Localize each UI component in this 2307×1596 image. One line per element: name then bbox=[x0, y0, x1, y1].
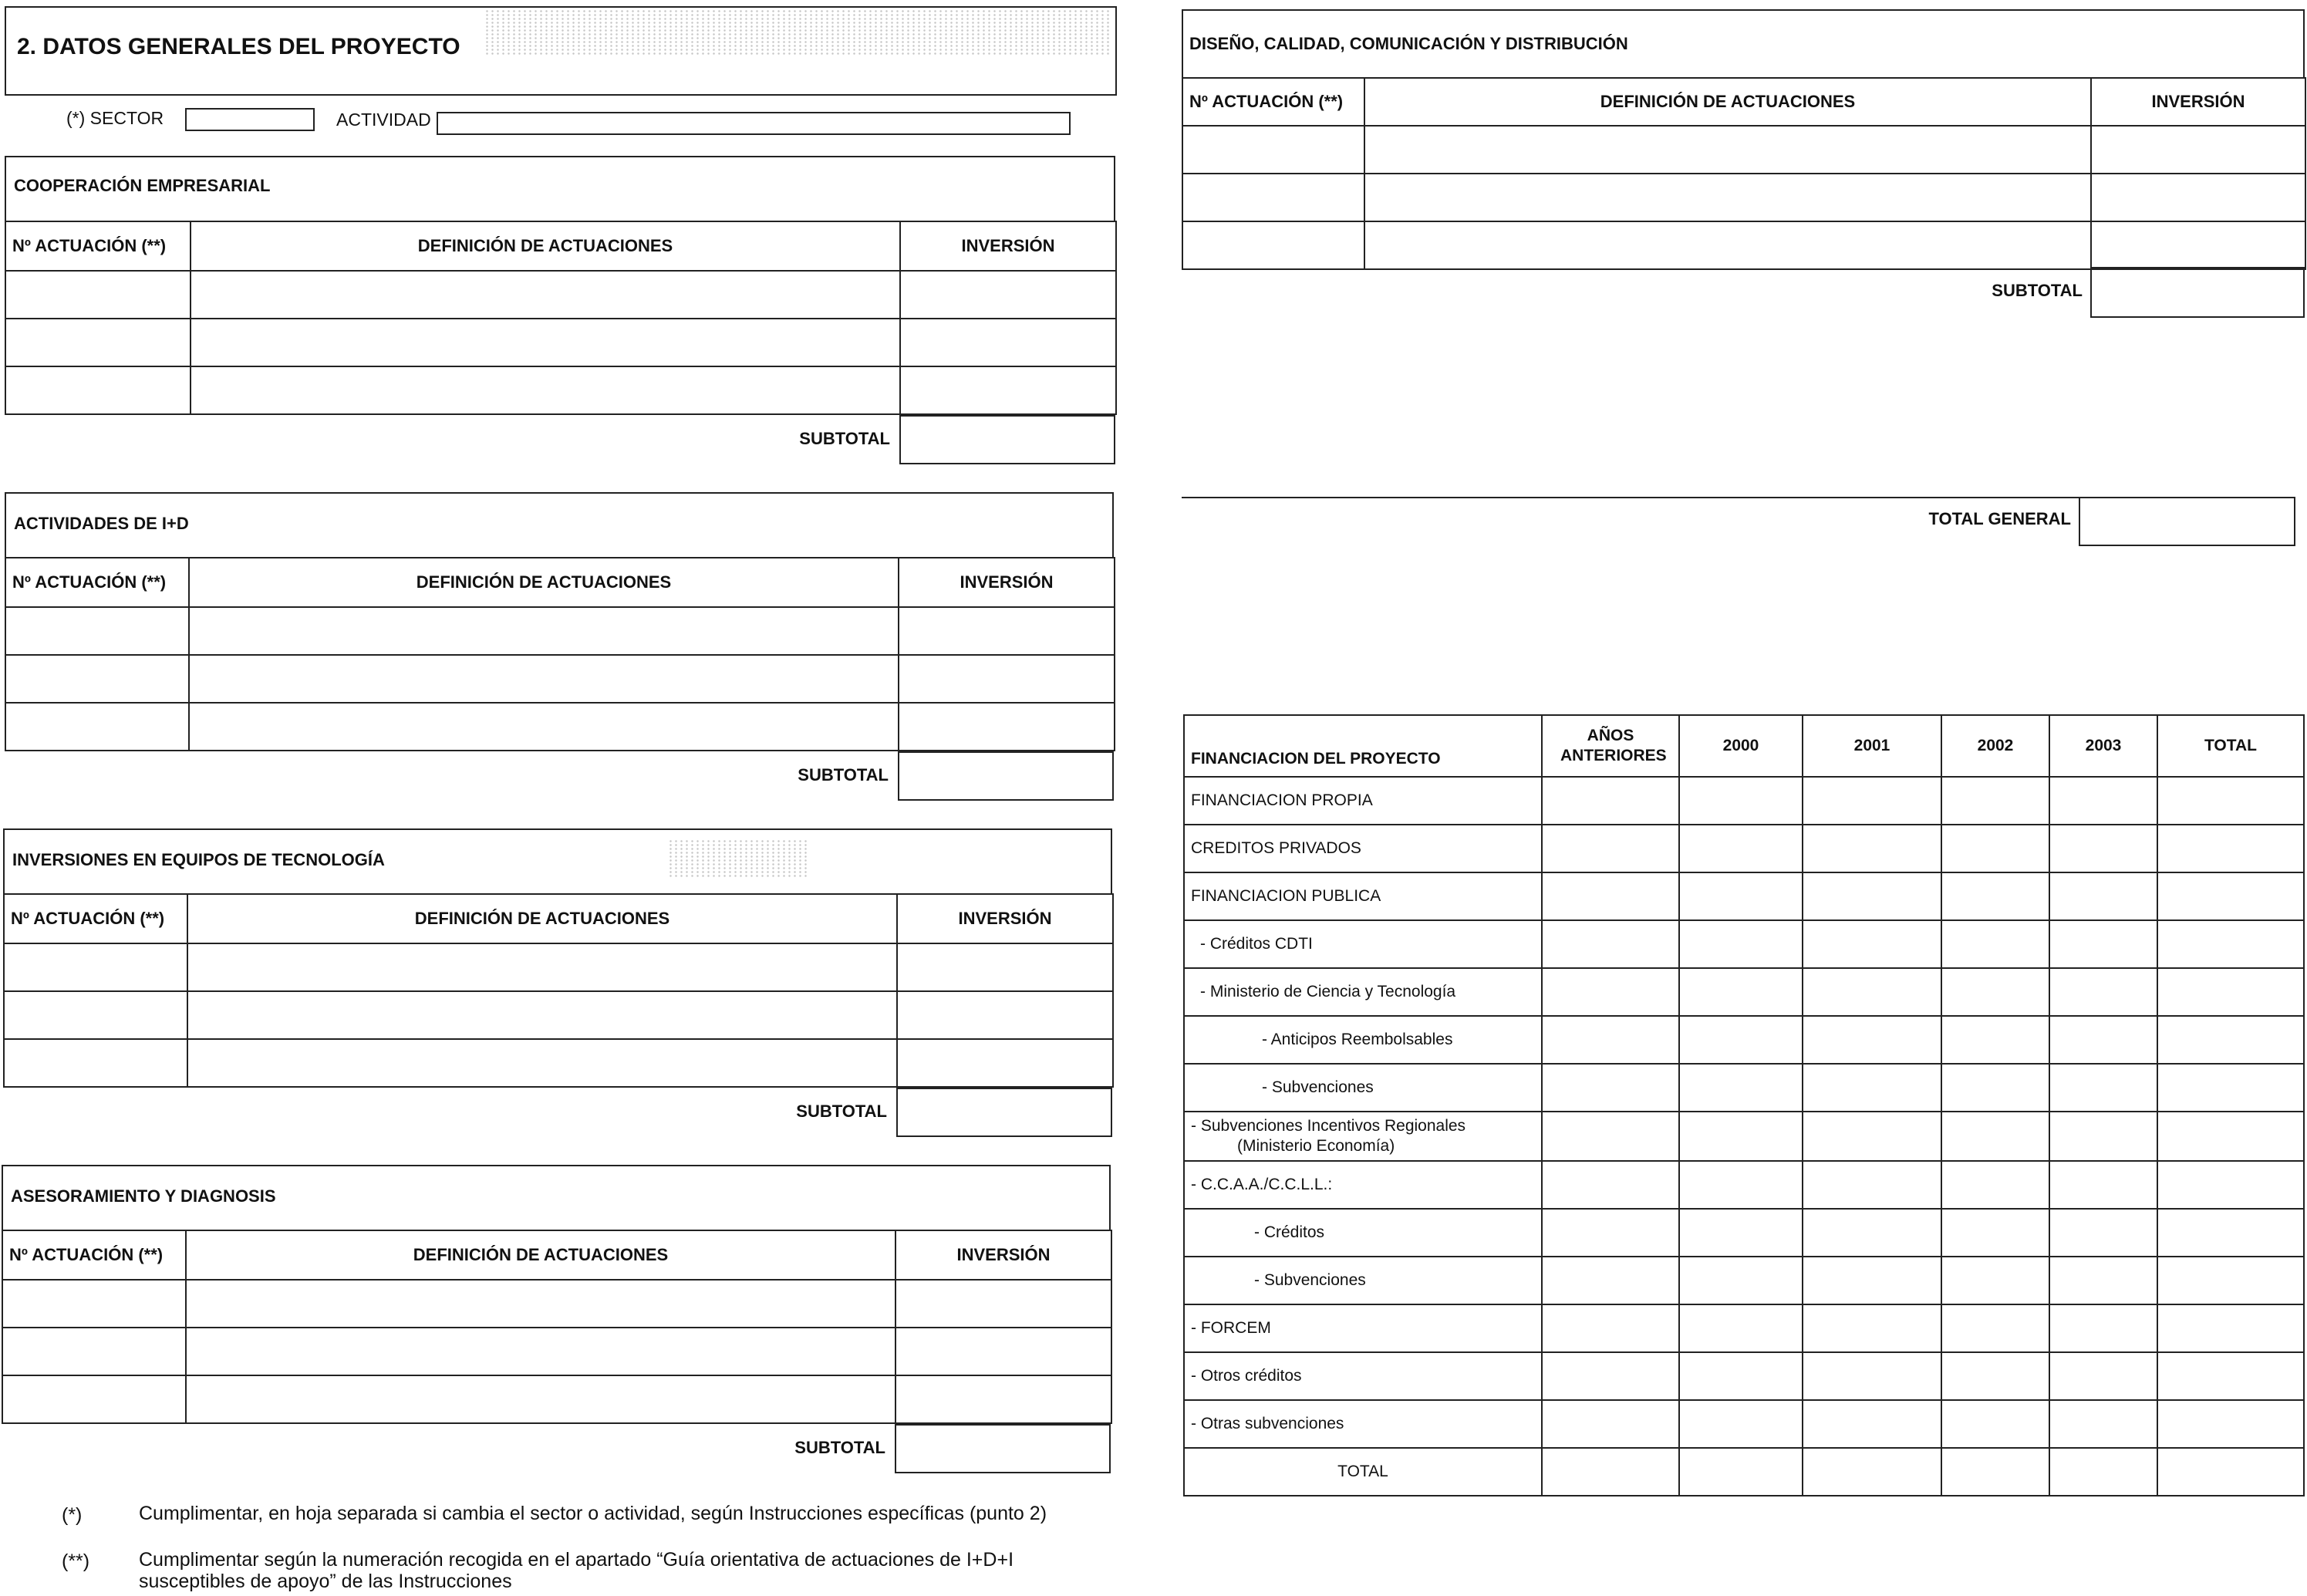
section-title: INVERSIONES EN EQUIPOS DE TECNOLOGÍA bbox=[12, 850, 385, 869]
fin-cell[interactable] bbox=[1803, 1112, 1941, 1161]
fin-cell[interactable] bbox=[1803, 1400, 1941, 1448]
fin-header-2002: 2002 bbox=[1941, 715, 2049, 777]
col-inv-header: INVERSIÓN bbox=[897, 894, 1113, 943]
fin-cell[interactable] bbox=[1941, 1112, 2049, 1161]
fin-row bbox=[1184, 1352, 2304, 1400]
fin-cell[interactable] bbox=[2157, 1112, 2304, 1161]
fin-row-label: - Otras subvenciones bbox=[1184, 1400, 1542, 1448]
section-header bbox=[5, 6, 1117, 96]
inv-cell[interactable] bbox=[895, 1280, 1111, 1328]
fin-cell[interactable] bbox=[1679, 825, 1803, 872]
fin-cell[interactable] bbox=[1803, 1304, 1941, 1352]
fin-cell[interactable] bbox=[1679, 1209, 1803, 1257]
col-num-header: Nº ACTUACIÓN (**) bbox=[1182, 78, 1364, 126]
section-cooperacion bbox=[5, 156, 1115, 222]
fin-cell[interactable] bbox=[2049, 1257, 2157, 1304]
fin-row-label: - Subvenciones bbox=[1184, 1257, 1542, 1304]
fin-cell[interactable] bbox=[1803, 1257, 1941, 1304]
num-cell[interactable] bbox=[5, 271, 191, 319]
fin-cell[interactable] bbox=[2157, 1448, 2304, 1496]
fin-cell[interactable] bbox=[1941, 1448, 2049, 1496]
def-cell[interactable] bbox=[189, 655, 899, 703]
section-title: COOPERACIÓN EMPRESARIAL bbox=[14, 176, 271, 195]
fin-row-label-cell bbox=[1184, 1112, 1542, 1161]
fin-row-label: CREDITOS PRIVADOS bbox=[1184, 825, 1542, 872]
actuaciones-table-asesoramiento bbox=[2, 1230, 1112, 1424]
fin-cell[interactable] bbox=[2157, 872, 2304, 920]
fin-header-concept bbox=[1184, 715, 1542, 777]
fin-cell[interactable] bbox=[1542, 1448, 1679, 1496]
fin-row-sublabel: (Ministerio Economía) bbox=[1237, 1137, 1395, 1155]
def-cell[interactable] bbox=[187, 991, 897, 1039]
col-inv-header: INVERSIÓN bbox=[895, 1230, 1111, 1280]
num-cell[interactable] bbox=[5, 319, 191, 366]
subtotal-label: SUBTOTAL bbox=[1992, 281, 2083, 300]
fin-cell[interactable] bbox=[1679, 1112, 1803, 1161]
sector-label: (*) SECTOR bbox=[66, 108, 164, 128]
fin-cell[interactable] bbox=[2157, 1161, 2304, 1209]
fin-cell[interactable] bbox=[2049, 920, 2157, 968]
inv-cell[interactable] bbox=[899, 703, 1115, 751]
fin-cell[interactable] bbox=[1542, 1064, 1679, 1112]
fin-cell[interactable] bbox=[1542, 920, 1679, 968]
total-general-input[interactable] bbox=[2079, 497, 2295, 546]
fin-cell[interactable] bbox=[1679, 1161, 1803, 1209]
fin-row-label: - Créditos bbox=[1184, 1209, 1542, 1257]
fin-row-label: FINANCIACION PUBLICA bbox=[1184, 872, 1542, 920]
def-cell[interactable] bbox=[191, 319, 900, 366]
fin-cell[interactable] bbox=[1941, 1161, 2049, 1209]
num-cell[interactable] bbox=[5, 703, 189, 751]
fin-cell[interactable] bbox=[1941, 825, 2049, 872]
def-cell[interactable] bbox=[191, 271, 900, 319]
scan-noise bbox=[484, 9, 1109, 56]
actividad-input[interactable] bbox=[437, 112, 1071, 135]
num-cell[interactable] bbox=[5, 607, 189, 655]
fin-cell[interactable] bbox=[1679, 1064, 1803, 1112]
fin-row bbox=[1184, 1112, 2304, 1161]
actividad-label: ACTIVIDAD bbox=[336, 110, 431, 130]
fin-header-anos bbox=[1542, 715, 1679, 777]
fin-cell[interactable] bbox=[2049, 1161, 2157, 1209]
actuaciones-table-equipos bbox=[3, 893, 1114, 1088]
col-num-header: Nº ACTUACIÓN (**) bbox=[5, 221, 191, 271]
fin-cell[interactable] bbox=[1542, 1161, 1679, 1209]
section-id bbox=[5, 492, 1114, 558]
fin-cell[interactable] bbox=[2049, 1400, 2157, 1448]
fin-row bbox=[1184, 1064, 2304, 1112]
section-diseno bbox=[1182, 9, 2305, 79]
def-cell[interactable] bbox=[189, 703, 899, 751]
fin-row-label: FINANCIACION PROPIA bbox=[1184, 777, 1542, 825]
section-asesoramiento bbox=[2, 1165, 1111, 1231]
fin-row bbox=[1184, 825, 2304, 872]
col-num-header: Nº ACTUACIÓN (**) bbox=[4, 894, 187, 943]
fin-cell[interactable] bbox=[1679, 1257, 1803, 1304]
num-cell[interactable] bbox=[5, 366, 191, 414]
fin-cell[interactable] bbox=[1679, 1448, 1803, 1496]
fin-cell[interactable] bbox=[1679, 968, 1803, 1016]
inv-cell[interactable] bbox=[897, 991, 1113, 1039]
fin-cell[interactable] bbox=[2157, 920, 2304, 968]
col-inv-header: INVERSIÓN bbox=[899, 558, 1115, 607]
col-def-header: DEFINICIÓN DE ACTUACIONES bbox=[1364, 78, 2091, 126]
fin-row-label: - Otros créditos bbox=[1184, 1352, 1542, 1400]
actuaciones-table-diseno bbox=[1182, 77, 2306, 270]
section-equipos bbox=[3, 828, 1112, 895]
inv-cell[interactable] bbox=[900, 271, 1116, 319]
num-cell[interactable] bbox=[2, 1280, 186, 1328]
fin-cell[interactable] bbox=[1941, 920, 2049, 968]
def-cell[interactable] bbox=[1364, 126, 2091, 174]
fin-cell[interactable] bbox=[2157, 1016, 2304, 1064]
actuaciones-table-cooperacion bbox=[5, 221, 1117, 415]
total-general-label: TOTAL GENERAL bbox=[1928, 509, 2071, 528]
fin-cell[interactable] bbox=[1542, 968, 1679, 1016]
def-cell[interactable] bbox=[191, 366, 900, 414]
col-num-header: Nº ACTUACIÓN (**) bbox=[5, 558, 189, 607]
fin-cell[interactable] bbox=[2049, 1352, 2157, 1400]
inv-cell[interactable] bbox=[2091, 174, 2305, 221]
num-cell[interactable] bbox=[4, 943, 187, 991]
col-inv-header: INVERSIÓN bbox=[900, 221, 1116, 271]
fin-cell[interactable] bbox=[2157, 777, 2304, 825]
fin-cell[interactable] bbox=[1803, 825, 1941, 872]
fin-cell[interactable] bbox=[1803, 1209, 1941, 1257]
fin-row bbox=[1184, 872, 2304, 920]
subtotal-input[interactable] bbox=[899, 415, 1115, 464]
fin-cell[interactable] bbox=[1679, 872, 1803, 920]
fin-cell[interactable] bbox=[2157, 968, 2304, 1016]
fin-cell[interactable] bbox=[1941, 1352, 2049, 1400]
inv-cell[interactable] bbox=[897, 1039, 1113, 1087]
fin-header-anos-label: AÑOS ANTERIORES bbox=[1560, 727, 1667, 764]
fin-header-2000: 2000 bbox=[1679, 715, 1803, 777]
fin-row-label: TOTAL bbox=[1184, 1448, 1542, 1496]
fin-row-total bbox=[1184, 1448, 2304, 1496]
fin-cell[interactable] bbox=[1803, 872, 1941, 920]
inv-cell[interactable] bbox=[900, 366, 1116, 414]
fin-row bbox=[1184, 1161, 2304, 1209]
fin-cell[interactable] bbox=[2049, 1209, 2157, 1257]
def-cell[interactable] bbox=[1364, 221, 2091, 269]
inv-cell[interactable] bbox=[2091, 126, 2305, 174]
fin-cell[interactable] bbox=[1803, 1352, 1941, 1400]
col-num-header: Nº ACTUACIÓN (**) bbox=[2, 1230, 186, 1280]
fin-row bbox=[1184, 1400, 2304, 1448]
fin-cell[interactable] bbox=[2157, 825, 2304, 872]
col-def-header: DEFINICIÓN DE ACTUACIONES bbox=[186, 1230, 895, 1280]
num-cell[interactable] bbox=[1182, 174, 1364, 221]
fin-cell[interactable] bbox=[1679, 777, 1803, 825]
fin-cell[interactable] bbox=[1542, 872, 1679, 920]
subtotal-label: SUBTOTAL bbox=[799, 429, 890, 448]
fin-cell[interactable] bbox=[2157, 1304, 2304, 1352]
fin-header-2003: 2003 bbox=[2049, 715, 2157, 777]
num-cell[interactable] bbox=[4, 1039, 187, 1087]
fin-cell[interactable] bbox=[1941, 872, 2049, 920]
fin-row-label: - Ministerio de Ciencia y Tecnología bbox=[1184, 968, 1542, 1016]
fin-cell[interactable] bbox=[2049, 1448, 2157, 1496]
num-cell[interactable] bbox=[1182, 126, 1364, 174]
col-inv-header: INVERSIÓN bbox=[2091, 78, 2305, 126]
fin-cell[interactable] bbox=[2157, 1064, 2304, 1112]
def-cell[interactable] bbox=[1364, 174, 2091, 221]
fin-cell[interactable] bbox=[1542, 1016, 1679, 1064]
num-cell[interactable] bbox=[1182, 221, 1364, 269]
fin-row bbox=[1184, 1209, 2304, 1257]
num-cell[interactable] bbox=[4, 991, 187, 1039]
fin-cell[interactable] bbox=[1679, 1016, 1803, 1064]
fin-cell[interactable] bbox=[1803, 1016, 1941, 1064]
fin-row bbox=[1184, 1304, 2304, 1352]
subtotal-label: SUBTOTAL bbox=[794, 1438, 885, 1457]
inv-cell[interactable] bbox=[895, 1328, 1111, 1375]
def-cell[interactable] bbox=[187, 1039, 897, 1087]
fin-cell[interactable] bbox=[2049, 1064, 2157, 1112]
fin-cell[interactable] bbox=[1542, 1112, 1679, 1161]
col-def-header: DEFINICIÓN DE ACTUACIONES bbox=[191, 221, 900, 271]
fin-cell[interactable] bbox=[2157, 1400, 2304, 1448]
def-cell[interactable] bbox=[186, 1280, 895, 1328]
fin-cell[interactable] bbox=[1941, 777, 2049, 825]
fin-cell[interactable] bbox=[1941, 1400, 2049, 1448]
fin-cell[interactable] bbox=[1803, 777, 1941, 825]
inv-cell[interactable] bbox=[900, 319, 1116, 366]
fin-row-label: - Créditos CDTI bbox=[1184, 920, 1542, 968]
def-cell[interactable] bbox=[186, 1328, 895, 1375]
fin-row-label: - FORCEM bbox=[1184, 1304, 1542, 1352]
inv-cell[interactable] bbox=[899, 607, 1115, 655]
fin-cell[interactable] bbox=[1803, 1161, 1941, 1209]
def-cell[interactable] bbox=[187, 943, 897, 991]
subtotal-label: SUBTOTAL bbox=[796, 1102, 887, 1121]
section-title: ACTIVIDADES DE I+D bbox=[14, 514, 189, 533]
fin-cell[interactable] bbox=[2157, 1352, 2304, 1400]
fin-cell[interactable] bbox=[2157, 1209, 2304, 1257]
fin-header-concept-label: FINANCIACION DEL PROYECTO bbox=[1191, 750, 1441, 768]
fin-cell[interactable] bbox=[1542, 1209, 1679, 1257]
fin-cell[interactable] bbox=[1679, 920, 1803, 968]
section-title: DISEÑO, CALIDAD, COMUNICACIÓN Y DISTRIBUCIÓN bbox=[1189, 34, 1628, 53]
fin-row-label: - Subvenciones Incentivos Regionales bbox=[1191, 1117, 1466, 1135]
fin-cell[interactable] bbox=[1679, 1304, 1803, 1352]
inv-cell[interactable] bbox=[899, 655, 1115, 703]
fin-cell[interactable] bbox=[1941, 1064, 2049, 1112]
fin-header-2001: 2001 bbox=[1803, 715, 1941, 777]
fin-cell[interactable] bbox=[1542, 825, 1679, 872]
fin-cell[interactable] bbox=[1803, 968, 1941, 1016]
num-cell[interactable] bbox=[5, 655, 189, 703]
subtotal-input[interactable] bbox=[896, 1088, 1112, 1137]
col-def-header: DEFINICIÓN DE ACTUACIONES bbox=[187, 894, 897, 943]
footnote-mark: (**) bbox=[62, 1550, 90, 1572]
inv-cell[interactable] bbox=[897, 943, 1113, 991]
col-def-header: DEFINICIÓN DE ACTUACIONES bbox=[189, 558, 899, 607]
inv-cell[interactable] bbox=[2091, 221, 2305, 269]
fin-cell[interactable] bbox=[2049, 872, 2157, 920]
fin-cell[interactable] bbox=[2049, 1304, 2157, 1352]
footnote-text: Cumplimentar, en hoja separada si cambia el sector o actividad, según Instrucciones específicas (punto 2) bbox=[139, 1503, 1047, 1524]
fin-cell[interactable] bbox=[1941, 968, 2049, 1016]
fin-cell[interactable] bbox=[1803, 920, 1941, 968]
fin-cell[interactable] bbox=[2049, 968, 2157, 1016]
fin-cell[interactable] bbox=[2049, 1016, 2157, 1064]
sector-input[interactable] bbox=[185, 108, 315, 131]
fin-cell[interactable] bbox=[2049, 825, 2157, 872]
fin-cell[interactable] bbox=[2157, 1257, 2304, 1304]
fin-row bbox=[1184, 968, 2304, 1016]
scan-noise bbox=[668, 839, 807, 878]
fin-row bbox=[1184, 777, 2304, 825]
fin-cell[interactable] bbox=[1941, 1016, 2049, 1064]
fin-row bbox=[1184, 1016, 2304, 1064]
fin-cell[interactable] bbox=[1941, 1257, 2049, 1304]
fin-cell[interactable] bbox=[1542, 777, 1679, 825]
fin-cell[interactable] bbox=[1941, 1304, 2049, 1352]
subtotal-input[interactable] bbox=[895, 1424, 1111, 1473]
page-title: 2. DATOS GENERALES DEL PROYECTO bbox=[17, 34, 460, 59]
fin-header-total: TOTAL bbox=[2157, 715, 2304, 777]
section-title: ASESORAMIENTO Y DIAGNOSIS bbox=[11, 1186, 276, 1206]
fin-cell[interactable] bbox=[1679, 1400, 1803, 1448]
footnote-mark: (*) bbox=[62, 1504, 83, 1526]
num-cell[interactable] bbox=[2, 1375, 186, 1423]
actuaciones-table-id bbox=[5, 557, 1115, 751]
fin-row bbox=[1184, 1257, 2304, 1304]
fin-cell[interactable] bbox=[2049, 777, 2157, 825]
num-cell[interactable] bbox=[2, 1328, 186, 1375]
def-cell[interactable] bbox=[189, 607, 899, 655]
fin-cell[interactable] bbox=[1803, 1064, 1941, 1112]
def-cell[interactable] bbox=[186, 1375, 895, 1423]
fin-row-label: - Anticipos Reembolsables bbox=[1184, 1016, 1542, 1064]
fin-cell[interactable] bbox=[2049, 1112, 2157, 1161]
fin-cell[interactable] bbox=[1542, 1304, 1679, 1352]
fin-cell[interactable] bbox=[1542, 1352, 1679, 1400]
subtotal-input[interactable] bbox=[2090, 267, 2305, 318]
fin-row-label: - Subvenciones bbox=[1184, 1064, 1542, 1112]
fin-cell[interactable] bbox=[1542, 1400, 1679, 1448]
fin-cell[interactable] bbox=[1803, 1448, 1941, 1496]
financiacion-table bbox=[1183, 714, 2305, 1496]
footnote-text: Cumplimentar según la numeración recogida en el apartado “Guía orientativa de actuaciones de I+D+I susceptibles de apoyo” de las Instrucciones bbox=[139, 1549, 1014, 1592]
subtotal-label: SUBTOTAL bbox=[798, 765, 889, 785]
fin-cell[interactable] bbox=[1679, 1352, 1803, 1400]
fin-cell[interactable] bbox=[1941, 1209, 2049, 1257]
fin-row bbox=[1184, 920, 2304, 968]
inv-cell[interactable] bbox=[895, 1375, 1111, 1423]
subtotal-input[interactable] bbox=[898, 751, 1114, 801]
fin-row-label: - C.C.A.A./C.C.L.L.: bbox=[1184, 1161, 1542, 1209]
fin-cell[interactable] bbox=[1542, 1257, 1679, 1304]
